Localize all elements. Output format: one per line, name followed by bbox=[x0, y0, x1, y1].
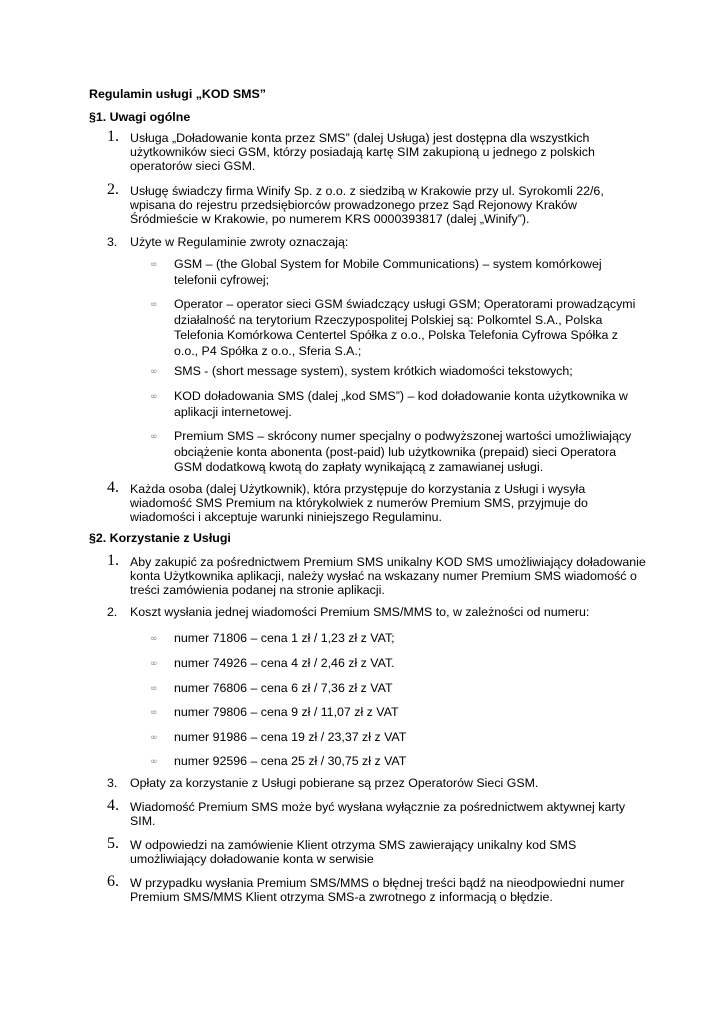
text-line: Użyte w Regulaminie zwroty oznaczają: bbox=[130, 235, 349, 249]
text-line: Śródmieście w Krakowie, po numerem KRS 0000393817 (dalej „Winify”). bbox=[130, 212, 530, 226]
text-line: telefonii cyfrowej; bbox=[174, 272, 270, 287]
definition-item bbox=[150, 389, 650, 420]
section1-item-3 bbox=[89, 235, 649, 249]
text-line: Aby zakupić za pośrednictwem Premium SMS unikalny KOD SMS umożliwiający doładowanie bbox=[130, 555, 646, 569]
price-item bbox=[150, 730, 650, 746]
definition-item bbox=[150, 429, 650, 476]
text-line: Koszt wysłania jednej wiadomości Premium SMS/MMS to, w zależności od numeru: bbox=[130, 605, 590, 619]
item-number: 3. bbox=[107, 776, 118, 790]
item-number: 4. bbox=[107, 797, 119, 814]
price-line: numer 79806 – cena 9 zł / 11,07 zł z VAT bbox=[174, 705, 399, 719]
text-line: Operator – operator sieci GSM świadczący usługi GSM; Operatorami prowadzącymi bbox=[174, 297, 636, 311]
price-item bbox=[150, 631, 650, 647]
infinity-bullet-icon: ∞ bbox=[150, 708, 158, 718]
price-line: numer 71806 – cena 1 zł / 1,23 zł z VAT; bbox=[174, 631, 395, 645]
text-line: Opłaty za korzystanie z Usługi pobierane są przez Operatorów Sieci GSM. bbox=[130, 776, 539, 790]
price-line: numer 76806 – cena 6 zł / 7,36 zł z VAT bbox=[174, 681, 393, 695]
text-line: użytkowników sieci GSM, którzy posiadają kartę SIM zakupioną u jednego z polskich bbox=[130, 145, 595, 159]
text-line: wpisana do rejestru przedsiębiorców prowadzonego przez Sąd Rejonowy Kraków bbox=[130, 198, 577, 212]
infinity-bullet-icon: ∞ bbox=[150, 733, 158, 743]
price-line: numer 91986 – cena 19 zł / 23,37 zł z VAT bbox=[174, 730, 407, 744]
text-line: Każda osoba (dalej Użytkownik), która przystępuje do korzystania z Usługi i wysyła bbox=[130, 482, 586, 496]
item-number: 4. bbox=[107, 479, 119, 496]
infinity-bullet-icon: ∞ bbox=[150, 634, 158, 644]
price-item bbox=[150, 754, 650, 770]
definition-item bbox=[150, 364, 650, 380]
text-line: wiadomość SMS Premium na którykolwiek z numerów Premium SMS, przyjmuje do bbox=[130, 496, 588, 510]
text-line: operatorów sieci GSM. bbox=[130, 159, 256, 173]
text-line: Telefonia Komórkowa Centertel Spółka z o.o., Polska Telefonia Cyfrowa Spółka z bbox=[174, 328, 618, 342]
section2-item-3 bbox=[89, 776, 649, 790]
item-number: 3. bbox=[107, 235, 118, 249]
text-line: działalność na terytorium Rzeczypospolitej Polskiej są: Polkomtel S.A., Polska bbox=[174, 312, 603, 327]
document-title: Regulamin usługi „KOD SMS” bbox=[89, 87, 266, 101]
infinity-bullet-icon: ∞ bbox=[150, 432, 158, 442]
price-line: numer 74926 – cena 4 zł / 2,46 zł z VAT. bbox=[174, 656, 395, 670]
text-line: Wiadomość Premium SMS może być wysłana wyłącznie za pośrednictwem aktywnej karty bbox=[130, 800, 626, 814]
item-number: 6. bbox=[107, 873, 119, 890]
text-line: umożliwiający doładowanie konta w serwisie bbox=[130, 852, 374, 866]
item-number: 2. bbox=[107, 605, 118, 619]
infinity-bullet-icon: ∞ bbox=[150, 757, 158, 767]
infinity-bullet-icon: ∞ bbox=[150, 392, 158, 402]
text-line: treści zamówienia podanej na stronie aplikacji. bbox=[130, 583, 385, 597]
section2-item-1 bbox=[89, 552, 649, 597]
item-number: 2. bbox=[107, 181, 119, 198]
text-line: Premium SMS/MMS Klient otrzyma SMS-a zwrotnego z informacją o błędzie. bbox=[130, 890, 553, 904]
text-line: o.o., P4 Spółka z o.o., Sferia S.A.; bbox=[174, 343, 362, 358]
text-line: KOD doładowania SMS (dalej „kod SMS”) – kod doładowanie konta użytkownika w bbox=[174, 389, 628, 403]
section1-item-4 bbox=[89, 479, 649, 524]
definition-item bbox=[150, 297, 650, 359]
infinity-bullet-icon: ∞ bbox=[150, 684, 158, 694]
section1-item-2 bbox=[89, 181, 649, 226]
price-item bbox=[150, 656, 650, 672]
item-number: 5. bbox=[107, 835, 119, 852]
infinity-bullet-icon: ∞ bbox=[150, 659, 158, 669]
text-line: GSM dodatkową kwotą do zapłaty wynikającą z zamawianej usługi. bbox=[174, 460, 544, 474]
text-line: W przypadku wysłania Premium SMS/MMS o błędnej treści bądź na nieodpowiedni numer bbox=[130, 876, 625, 890]
item-number: 1. bbox=[107, 552, 119, 569]
item-number: 1. bbox=[107, 128, 119, 145]
text-line: GSM – (the Global System for Mobile Communications) – system komórkowej bbox=[174, 257, 602, 271]
price-item bbox=[150, 705, 650, 721]
infinity-bullet-icon: ∞ bbox=[150, 300, 158, 310]
definition-item bbox=[150, 257, 650, 288]
section2-heading: §2. Korzystanie z Usługi bbox=[89, 531, 231, 545]
price-item bbox=[150, 681, 650, 697]
section2-item-2 bbox=[89, 605, 649, 619]
section2-item-5 bbox=[89, 835, 649, 866]
text-line: Usługa „Doładowanie konta przez SMS” (dalej Usługa) jest dostępna dla wszystkich bbox=[130, 131, 590, 145]
text-line: Usługę świadczy firma Winify Sp. z o.o. z siedzibą w Krakowie przy ul. Syrokomli 22/6, bbox=[130, 184, 604, 198]
infinity-bullet-icon: ∞ bbox=[150, 260, 158, 270]
section2-item-4 bbox=[89, 797, 649, 828]
section1-item-1 bbox=[89, 128, 649, 173]
price-line: numer 92596 – cena 25 zł / 30,75 zł z VAT bbox=[174, 754, 407, 768]
text-line: SMS - (short message system), system krótkich wiadomości tekstowych; bbox=[174, 364, 573, 378]
text-line: wiadomości i akceptuje warunki niniejszego Regulaminu. bbox=[130, 510, 442, 524]
text-line: SIM. bbox=[130, 814, 156, 828]
section2-item-6 bbox=[89, 873, 649, 904]
text-line: Premium SMS – skrócony numer specjalny o podwyższonej wartości umożliwiający bbox=[174, 429, 632, 443]
text-line: obciążenie konta abonenta (post-paid) lub użytkownika (prepaid) sieci Operatora bbox=[174, 444, 617, 459]
text-line: W odpowiedzi na zamówienie Klient otrzyma SMS zawierający unikalny kod SMS bbox=[130, 838, 577, 852]
text-line: aplikacji internetowej. bbox=[174, 404, 292, 419]
infinity-bullet-icon: ∞ bbox=[150, 367, 158, 377]
text-line: konta Użytkownika aplikacji, należy wysłać na wskazany numer Premium SMS wiadomość o bbox=[130, 569, 637, 583]
section1-heading: §1. Uwagi ogólne bbox=[89, 110, 191, 124]
